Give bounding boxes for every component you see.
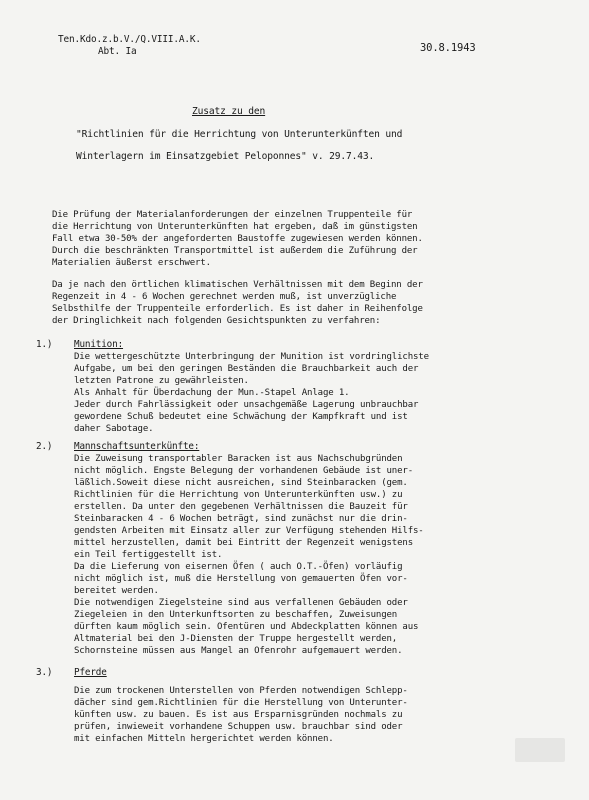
- section-line: letzten Patrone zu gewährleisten.: [74, 376, 249, 386]
- section-line: prüfen, inwieweit vorhandene Schuppen usw. brauchbar sind oder: [74, 722, 403, 732]
- section-line: Aufgabe, um bei den geringen Beständen die Brauchbarkeit auch der: [74, 364, 419, 374]
- section-line: dürften kaum möglich sein. Ofentüren und Abdeckplatten können aus: [74, 622, 419, 632]
- section-line: Da die Lieferung von eisernen Öfen ( auch O.T.-Öfen) vorläufig: [74, 562, 403, 572]
- section-line: Ziegeleien in den Unterkunftsorten zu beschaffen, Zuweisungen: [74, 610, 398, 620]
- section-line: ein Teil fertiggestellt ist.: [74, 550, 223, 560]
- section-line: bereitet werden.: [74, 586, 159, 596]
- department-line: Abt. Ia: [98, 46, 137, 57]
- section-heading: Mannschaftsunterkünfte:: [74, 441, 200, 452]
- intro-line: Materialien äußerst erschwert.: [52, 258, 211, 268]
- section-line: nicht möglich. Engste Belegung der vorhandenen Gebäude ist uner-: [74, 466, 413, 476]
- title-line-1: "Richtlinien für die Herrichtung von Unterunterkünften und: [76, 129, 403, 140]
- section-line: Altmaterial bei den J-Diensten der Truppe hergestellt werden,: [74, 634, 398, 644]
- section-line: künften usw. zu bauen. Es ist aus Ersparnisgründen nochmals zu: [74, 710, 403, 720]
- section-line: erstellen. Da unter den gegebenen Verhältnissen die Bauzeit für: [74, 502, 408, 512]
- section-line: nicht möglich ist, muß die Herstellung von gemauerten Öfen vor-: [74, 574, 408, 584]
- intro-line: die Herrichtung von Unterunterkünften hat ergeben, daß im günstigsten: [52, 222, 418, 232]
- intro-line: Die Prüfung der Materialanforderungen der einzelnen Truppenteile für: [52, 210, 413, 220]
- intro2-line: Selbsthilfe der Truppenteile erforderlich. Es ist daher in Reihenfolge: [52, 304, 423, 314]
- section-number: 1.): [36, 339, 53, 350]
- section-line: dächer sind gem.Richtlinien für die Herstellung von Unterunter-: [74, 698, 408, 708]
- section-heading: Munition:: [74, 339, 124, 350]
- section-line: gewordene Schuß bedeutet eine Schwächung der Kampfkraft und ist: [74, 412, 408, 422]
- section-line: Richtlinien für die Herrichtung von Unterunterkünften usw.) zu: [74, 490, 403, 500]
- intro-line: Fall etwa 30-50% der angeforderten Baustoffe zugewiesen werden können.: [52, 234, 423, 244]
- section-number: 3.): [36, 667, 53, 678]
- section-line: mit einfachen Mitteln hergerichtet werden können.: [74, 734, 334, 744]
- section-line: Die zum trockenen Unterstellen von Pferden notwendigen Schlepp-: [74, 686, 408, 696]
- section-line: daher Sabotage.: [74, 424, 154, 434]
- section-line: läßlich.Soweit diese nicht ausreichen, sind Steinbaracken (gem.: [74, 478, 408, 488]
- paper-smudge: [515, 738, 565, 762]
- section-line: Jeder durch Fahrlässigkeit oder unsachgemäße Lagerung unbrauchbar: [74, 400, 419, 410]
- section-line: Die wettergeschützte Unterbringung der Munition ist vordringlichste: [74, 352, 429, 362]
- section-line: Steinbaracken 4 - 6 Wochen beträgt, sind zunächst nur die drin-: [74, 514, 408, 524]
- section-line: gendsten Arbeiten mit Einsatz aller zur Verfügung stehenden Hilfs-: [74, 526, 424, 536]
- section-line: mittel herzustellen, damit bei Eintritt der Regenzeit wenigstens: [74, 538, 413, 548]
- title-heading: Zusatz zu den: [192, 106, 266, 117]
- section-number: 2.): [36, 441, 53, 452]
- section-line: Schornsteine müssen aus Mangel an Ofenrohr aufgemauert werden.: [74, 646, 403, 656]
- section-heading: Pferde: [74, 667, 107, 678]
- section-line: Als Anhalt für Überdachung der Mun.-Stapel Anlage 1.: [74, 388, 350, 398]
- document-date: 30.8.1943: [420, 42, 476, 54]
- section-line: Die notwendigen Ziegelsteine sind aus verfallenen Gebäuden oder: [74, 598, 408, 608]
- intro2-line: der Dringlichkeit nach folgenden Gesichtspunkten zu verfahren:: [52, 316, 381, 326]
- sender-line: Ten.Kdo.z.b.V./Q.VIII.A.K.: [58, 34, 201, 45]
- intro2-line: Regenzeit in 4 - 6 Wochen gerechnet werden muß, ist unverzügliche: [52, 292, 397, 302]
- section-line: Die Zuweisung transportabler Baracken ist aus Nachschubgründen: [74, 454, 403, 464]
- intro2-line: Da je nach den örtlichen klimatischen Verhältnissen mit dem Beginn der: [52, 280, 423, 290]
- title-line-2: Winterlagern im Einsatzgebiet Peloponnes" v. 29.7.43.: [76, 151, 375, 162]
- intro-line: Durch die beschränkten Transportmittel ist außerdem die Zuführung der: [52, 246, 418, 256]
